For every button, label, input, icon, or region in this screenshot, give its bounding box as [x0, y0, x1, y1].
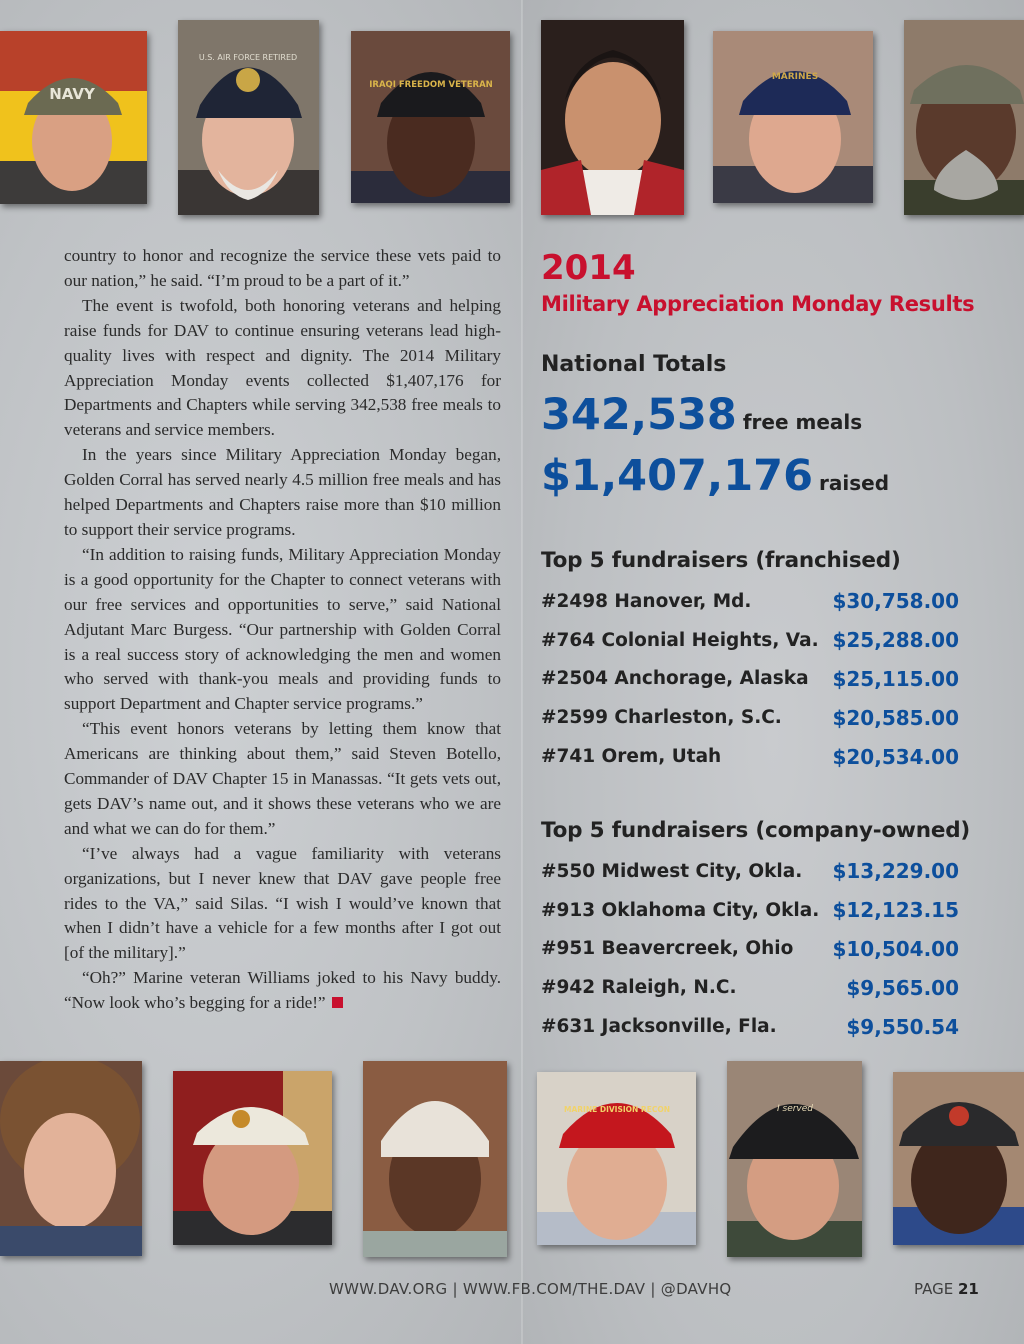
franchised-list: [541, 582, 959, 776]
fundraiser-row: [541, 930, 959, 969]
article-paragraph: In the years since Military Appreciation Monday began, Golden Corral has served nearly 4.5 million free meals and has helped Departments and Chapters raise more than $10 million to support their service programs.: [64, 445, 501, 539]
page-spread-seam: [521, 0, 523, 1344]
raised-label: raised: [819, 471, 890, 495]
article-paragraph: “In addition to raising funds, Military Appreciation Monday is a good opportunity for the Chapter to connect veterans with our free services and opportunities to serve,” said National Adjutant Marc Burgess. “Our partnership with Golden Corral is a real success story of acknowledging the men and women who served with thank-you meals and providing funds to support Department and Chapter service programs.”: [64, 544, 501, 714]
veteran-photo-top-6: [904, 20, 1024, 215]
article-paragraph: The event is twofold, both honoring veterans and helping raise funds for DAV to continue ensuring veterans lead high-quality lives with respect and dignity. The 2014 Military Appreciation Monday events collected $1,407,176 for Departments and Chapters while serving 342,538 free meals to veterans and service members.: [64, 295, 501, 440]
fundraiser-location: #2599 Charleston, S.C.: [541, 707, 782, 729]
fundraiser-row: [541, 1007, 959, 1046]
meals-value: 342,538: [541, 390, 737, 440]
fundraiser-amount: $20,534.00: [832, 744, 959, 769]
fundraiser-row: [541, 737, 959, 776]
fundraiser-location: #942 Raleigh, N.C.: [541, 977, 737, 999]
hat-text: IRAQI FREEDOM VETERAN: [369, 80, 493, 90]
fundraiser-location: #550 Midwest City, Okla.: [541, 860, 803, 882]
fundraiser-row: [541, 852, 959, 891]
veteran-photo-bottom-2: [173, 1071, 332, 1245]
veteran-photo-top-5: [713, 31, 873, 203]
veteran-photo-bottom-5: [727, 1061, 862, 1257]
fundraiser-row: [541, 968, 959, 1007]
article-paragraph: “This event honors veterans by letting them know that Americans are thinking about them,” said Steven Botello, Commander of DAV Chapter 15 in Manassas. “It gets vets out, gets DAV’s name out, and it shows these veterans who we are and what we can do for them.”: [64, 719, 501, 838]
fundraiser-location: #2504 Anchorage, Alaska: [541, 668, 809, 690]
meals-label: free meals: [742, 410, 863, 434]
franchised-heading: Top 5 fundraisers (franchised): [541, 548, 901, 573]
veteran-photo-bottom-4: [537, 1072, 696, 1245]
page-word: PAGE: [914, 1280, 954, 1298]
fundraiser-row: [541, 891, 959, 930]
fundraiser-amount: $10,504.00: [832, 936, 959, 961]
hat-text: MARINES: [771, 72, 819, 82]
veteran-photo-bottom-6: [893, 1072, 1024, 1245]
company-owned-heading: Top 5 fundraisers (company-owned): [541, 818, 971, 843]
hat-text: MARINE DIVISION RECON: [564, 1105, 670, 1114]
fundraiser-row: [541, 621, 959, 660]
fundraiser-amount: $20,585.00: [832, 705, 959, 730]
raised-total: [541, 451, 889, 501]
fundraiser-amount: $9,565.00: [846, 975, 959, 1000]
fundraiser-amount: $13,229.00: [832, 859, 959, 884]
fundraiser-amount: $25,288.00: [832, 628, 959, 653]
veteran-photo-top-3: [351, 31, 510, 203]
end-of-article-mark: [332, 997, 343, 1008]
company-owned-list: [541, 852, 959, 1046]
meals-total: [541, 390, 862, 440]
fundraiser-location: #951 Beavercreek, Ohio: [541, 938, 794, 960]
results-title: Military Appreciation Monday Results: [541, 292, 975, 316]
article-paragraph: “I’ve always had a vague familiarity with veterans organizations, but I never knew that DAV gave people free rides to the VA,” said Silas. “I wish I would’ve known that when I didn’t have a vehicle for a few months after I got out [of the military].”: [64, 843, 501, 963]
fundraiser-row: [541, 660, 959, 699]
fundraiser-location: #764 Colonial Heights, Va.: [541, 629, 819, 651]
page-number-label: [914, 1280, 979, 1298]
fundraiser-location: #741 Orem, Utah: [541, 746, 722, 768]
fundraiser-amount: $30,758.00: [832, 589, 959, 614]
article-paragraph: country to honor and recognize the service these vets paid to our nation,” he said. “I’m proud to be a part of it.”: [64, 246, 501, 290]
article-last-paragraph: [64, 966, 501, 1016]
veteran-photo-top-1: [0, 31, 147, 204]
fundraiser-amount: $25,115.00: [832, 666, 959, 691]
article-paragraph-text: “Oh?” Marine veteran Williams joked to his Navy buddy. “Now look who’s begging for a ride!”: [64, 968, 501, 1013]
fundraiser-location: #2498 Hanover, Md.: [541, 590, 752, 612]
veteran-photo-top-4: [541, 20, 684, 215]
page-number: 21: [957, 1280, 979, 1298]
fundraiser-amount: $12,123.15: [832, 898, 959, 923]
veteran-photo-top-2: [178, 20, 319, 215]
hat-text: I served: [776, 1104, 814, 1114]
fundraiser-amount: $9,550.54: [846, 1014, 959, 1039]
footer-links: WWW.DAV.ORG | WWW.FB.COM/THE.DAV | @DAVHQ: [329, 1280, 732, 1298]
article-body: [64, 244, 501, 1016]
results-year: 2014: [541, 248, 636, 288]
fundraiser-location: #631 Jacksonville, Fla.: [541, 1016, 777, 1038]
fundraiser-row: [541, 698, 959, 737]
hat-text: U.S. AIR FORCE RETIRED: [198, 53, 298, 62]
raised-value: $1,407,176: [541, 451, 814, 501]
veteran-photo-bottom-3: [363, 1061, 507, 1257]
fundraiser-location: #913 Oklahoma City, Okla.: [541, 899, 820, 921]
fundraiser-row: [541, 582, 959, 621]
hat-text: NAVY: [49, 85, 95, 103]
veteran-photo-bottom-1: [0, 1061, 142, 1256]
national-totals-heading: National Totals: [541, 352, 727, 377]
